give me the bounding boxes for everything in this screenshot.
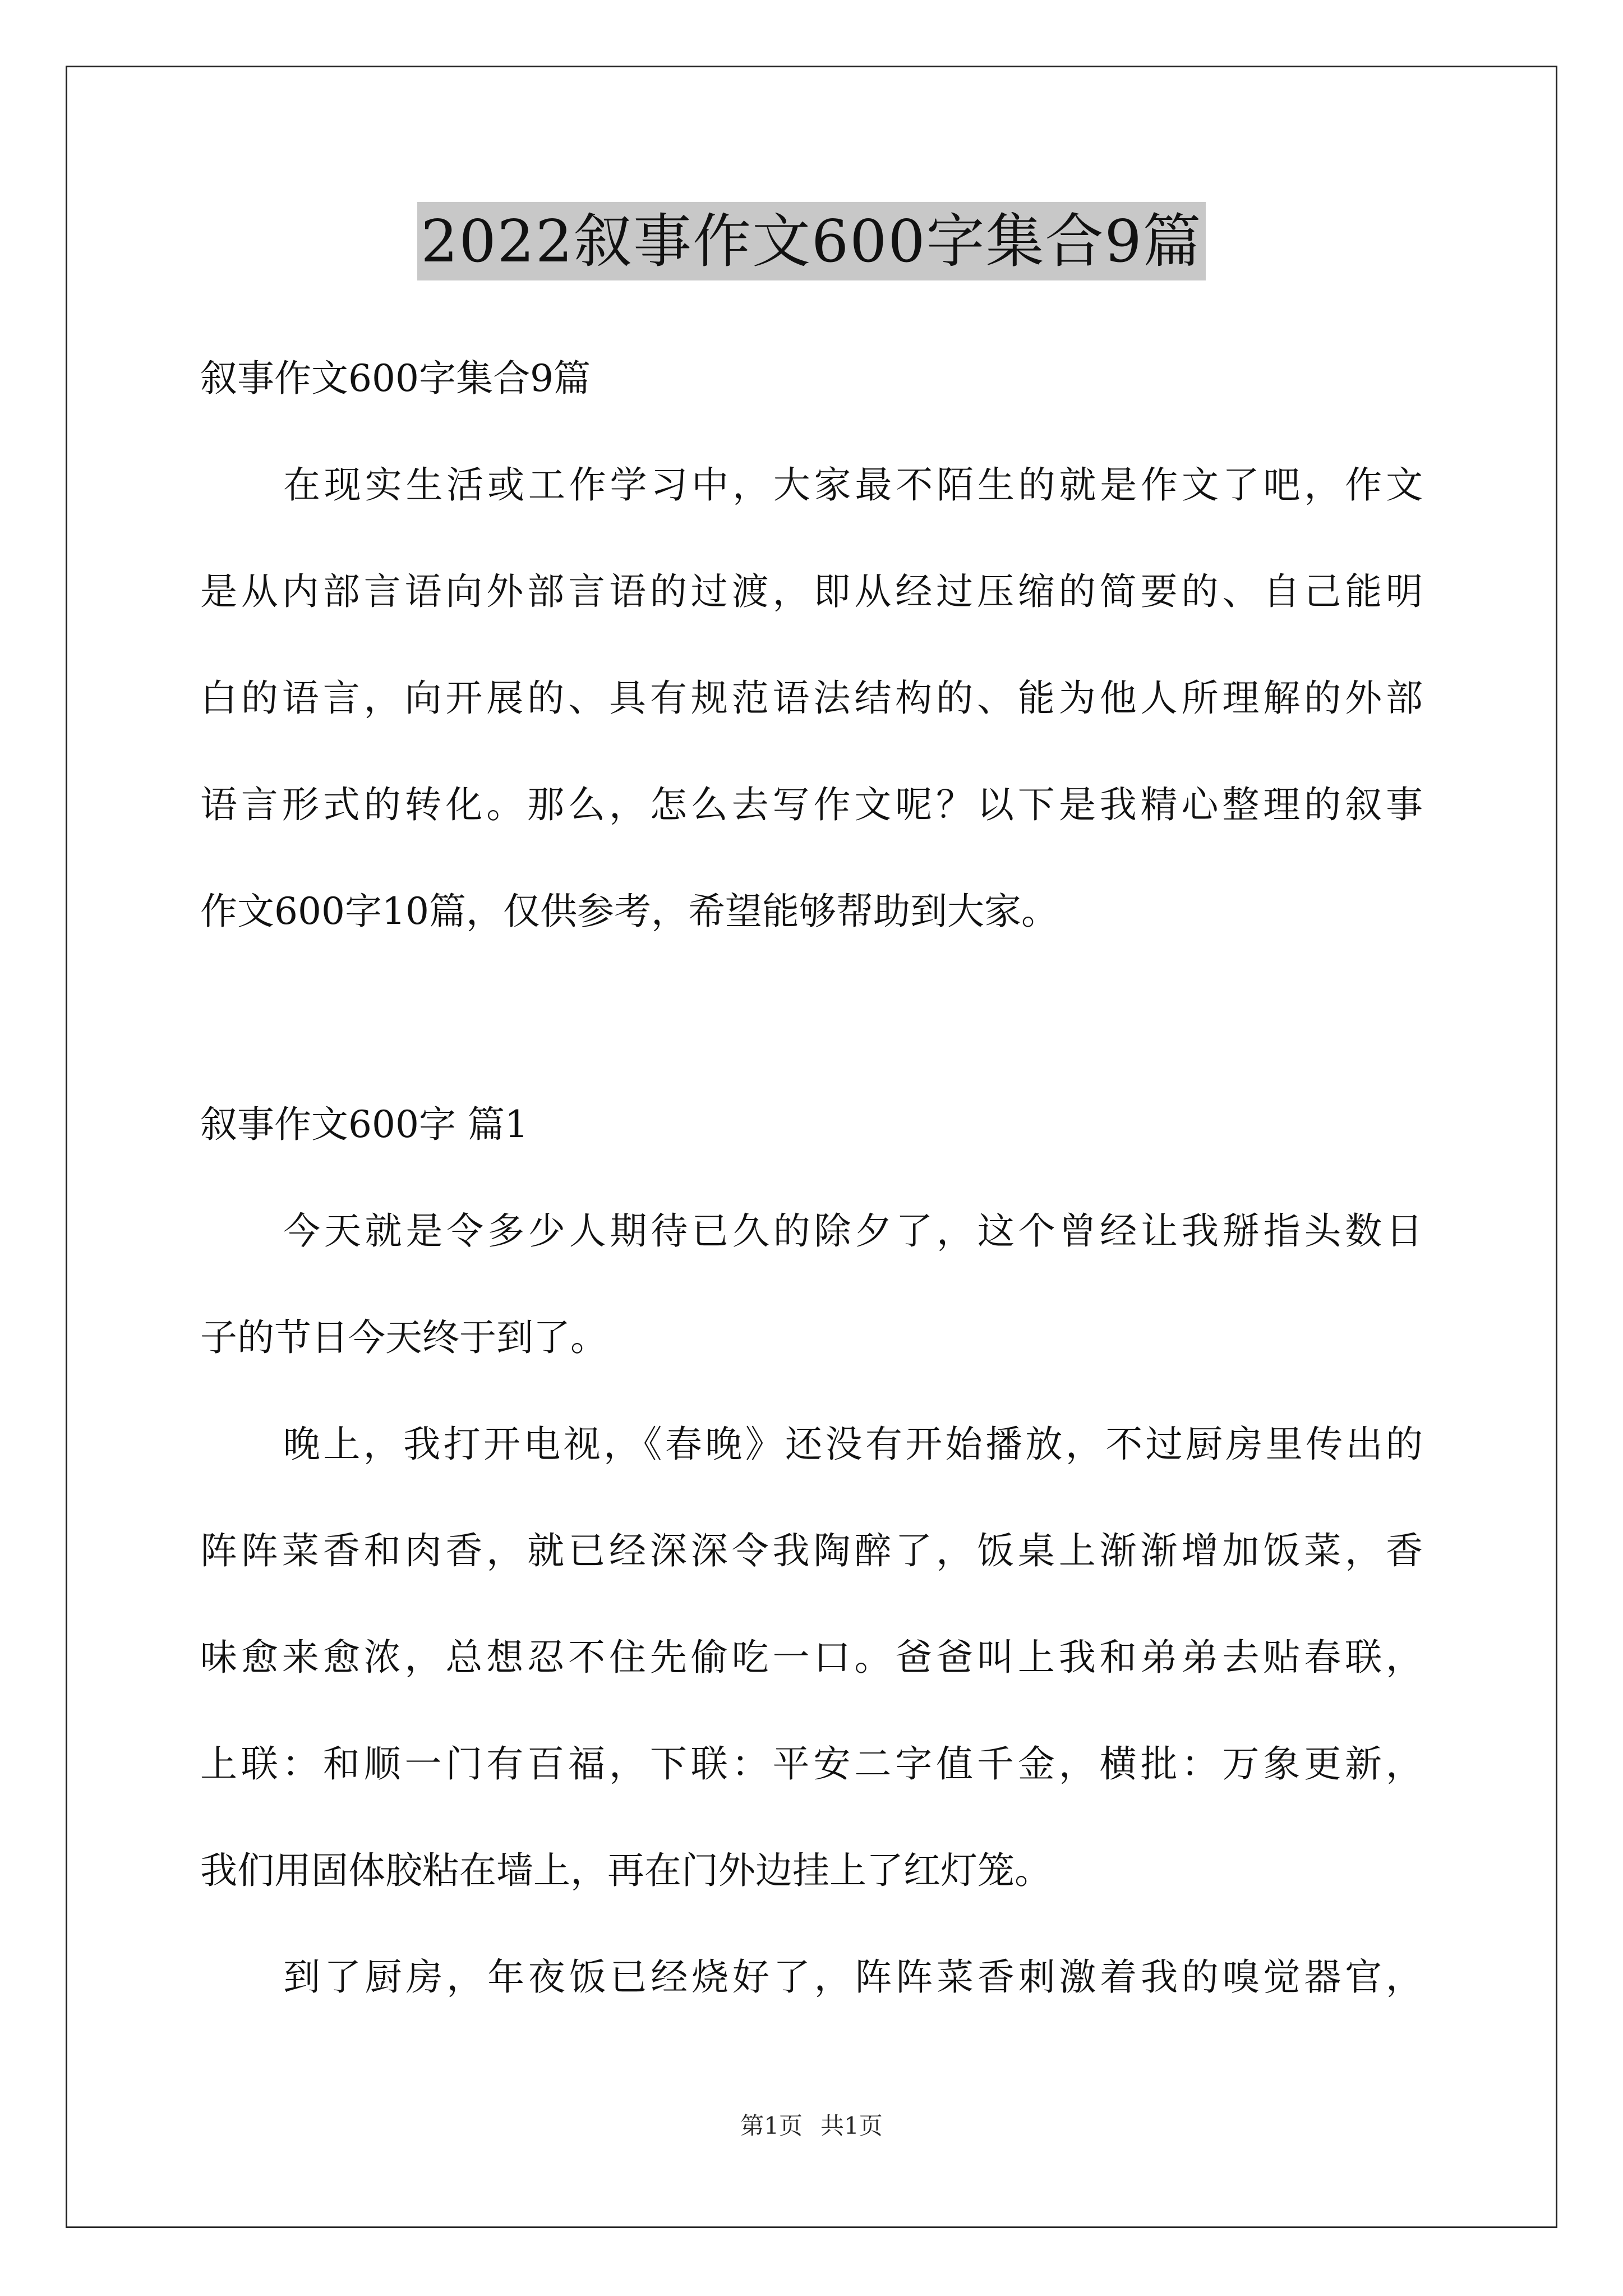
- intro-line: 语言形式的转化。那么，怎么去写作文呢？以下是我精心整理的叙事: [200, 783, 1423, 826]
- paragraph-line: 阵阵菜香和肉香，就已经深深令我陶醉了，饭桌上渐渐增加饭菜，香: [200, 1529, 1423, 1572]
- paragraph-line: 今天就是令多少人期待已久的除夕了，这个曾经让我掰指头数日: [283, 1209, 1423, 1253]
- page-footer: [0, 2109, 1623, 2143]
- intro-line: 在现实生活或工作学习中，大家最不陌生的就是作文了吧，作文: [283, 463, 1423, 507]
- document-title: 2022叙事作文600字集合9篇: [417, 202, 1205, 280]
- title-container: [0, 202, 1623, 280]
- paragraph-line: 到了厨房，年夜饭已经烧好了，阵阵菜香刺激着我的嗅觉器官，: [283, 1955, 1423, 1999]
- section-heading: 叙事作文600字 篇1: [200, 1103, 528, 1146]
- paragraph-line: 上联：和顺一门有百福，下联：平安二字值千金，横批：万象更新，: [200, 1742, 1423, 1786]
- intro-line: 是从内部言语向外部言语的过渡，即从经过压缩的简要的、自己能明: [200, 570, 1423, 613]
- paragraph-line: 我们用固体胶粘在墙上，再在门外边挂上了红灯笼。: [200, 1849, 1052, 1892]
- paragraph-line: 味愈来愈浓，总想忍不住先偷吃一口。爸爸叫上我和弟弟去贴春联，: [200, 1636, 1423, 1679]
- paragraph-line: 晚上，我打开电视，《春晚》还没有开始播放，不过厨房里传出的: [283, 1423, 1423, 1466]
- paragraph-line: 子的节日今天终于到了。: [200, 1316, 607, 1359]
- subtitle: 叙事作文600字集合9篇: [200, 357, 591, 400]
- intro-line: 白的语言，向开展的、具有规范语法结构的、能为他人所理解的外部: [200, 677, 1423, 720]
- intro-line: 作文600字10篇，仅供参考，希望能够帮助到大家。: [200, 890, 1058, 933]
- page-number: 第1页: [740, 2112, 803, 2139]
- page-total: 共1页: [820, 2112, 883, 2139]
